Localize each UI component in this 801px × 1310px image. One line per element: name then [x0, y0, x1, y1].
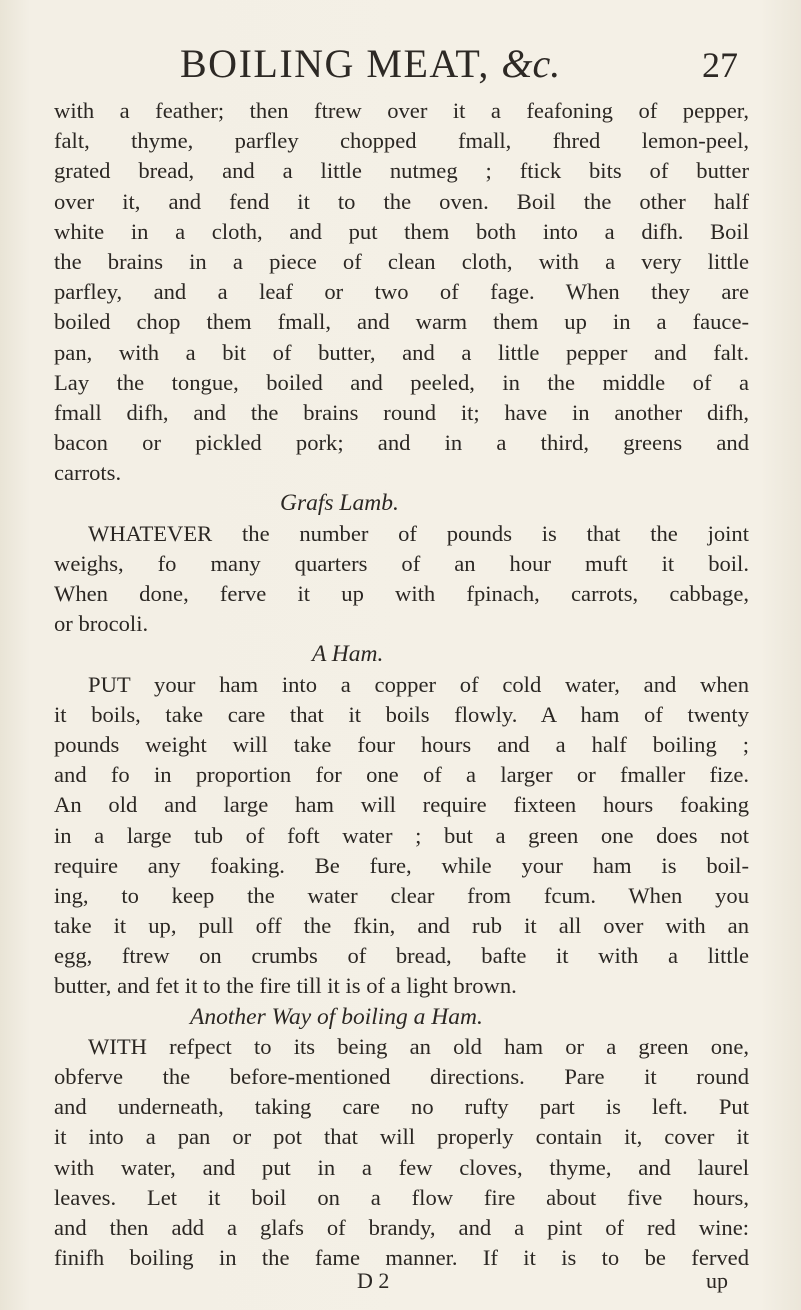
section-heading-another-way: Another Way of boiling a Ham. [190, 1003, 483, 1030]
body-text [54, 96, 749, 1273]
text-line: take it up, pull off the fkin, and rub it all over with an [54, 913, 749, 939]
text-line: WHATEVER the number of pounds is that the joint [88, 520, 749, 546]
section-heading-grass-lamb: Grafs Lamb. [280, 490, 399, 517]
text-line: weighs, fo many quarters of an hour muft it boil. [54, 550, 749, 576]
text-line: with a feather; then ftrew over it a feafoning of pepper, [54, 98, 749, 123]
text-line: butter, and fet it to the fire till it is of a light brown. [54, 973, 517, 999]
text-line: Lay the tongue, boiled and peeled, in the middle of a [54, 369, 749, 395]
running-head [180, 40, 560, 87]
page-header [0, 40, 801, 100]
text-line: and then add a glafs of brandy, and a pint of red wine: [54, 1214, 749, 1240]
text-line: over it, and fend it to the oven. Boil the other half [54, 188, 749, 214]
text-line: falt, thyme, parfley chopped fmall, fhred lemon-peel, [54, 128, 749, 154]
signature-mark: D 2 [357, 1268, 390, 1293]
text-line: parfley, and a leaf or two of fage. When they are [54, 279, 749, 305]
text-line: and underneath, taking care no rufty part is left. Put [54, 1094, 749, 1120]
text-line: it into a pan or pot that will properly contain it, cover it [54, 1124, 749, 1150]
text-line: grated bread, and a little nutmeg ; ftick bits of butter [54, 158, 749, 184]
text-line: egg, ftrew on crumbs of bread, bafte it with a little [54, 943, 749, 969]
text-line: pan, with a bit of butter, and a little pepper and falt. [54, 339, 749, 365]
text-line: ing, to keep the water clear from fcum. When you [54, 882, 749, 908]
text-line: in a large tub of foft water ; but a green one does not [54, 822, 749, 848]
text-line: it boils, take care that it boils flowly. A ham of twenty [54, 701, 749, 727]
text-line: white in a cloth, and put them both into a difh. Boil [54, 218, 749, 244]
text-line: leaves. Let it boil on a flow fire about five hours, [54, 1184, 749, 1210]
page-number: 27 [702, 45, 738, 85]
text-line: PUT your ham into a copper of cold water, and when [88, 671, 749, 697]
text-line: fmall difh, and the brains round it; have in another difh, [54, 399, 749, 425]
text-line: with water, and put in a few cloves, thyme, and laurel [54, 1154, 749, 1180]
text-line: require any foaking. Be fure, while your ham is boil- [54, 852, 749, 878]
text-line: carrots. [54, 460, 122, 486]
running-head-title: BOILING MEAT, [180, 41, 490, 86]
text-line: finifh boiling in the fame manner. If it is to be ferved [54, 1245, 749, 1271]
text-line: pounds weight will take four hours and a half boiling ; [54, 731, 749, 757]
text-line: or brocoli. [54, 611, 149, 637]
catchword: up [706, 1268, 728, 1293]
section-heading-a-ham: A Ham. [312, 641, 384, 668]
text-line: bacon or pickled pork; and in a third, greens and [54, 430, 749, 456]
text-line: WITH refpect to its being an old ham or a green one, [88, 1033, 749, 1059]
text-line: and fo in proportion for one of a larger or fmaller fize. [54, 762, 749, 788]
text-line: boiled chop them fmall, and warm them up in a fauce- [54, 309, 749, 335]
text-line: When done, ferve it up with fpinach, carrots, cabbage, [54, 581, 749, 606]
text-line: obferve the before-mentioned directions. Pare it round [54, 1064, 749, 1089]
page-footer [0, 1268, 801, 1308]
text-line: the brains in a piece of clean cloth, with a very little [54, 248, 749, 274]
text-line: An old and large ham will require fixteen hours foaking [54, 792, 749, 818]
running-head-etc: &c. [501, 41, 561, 86]
